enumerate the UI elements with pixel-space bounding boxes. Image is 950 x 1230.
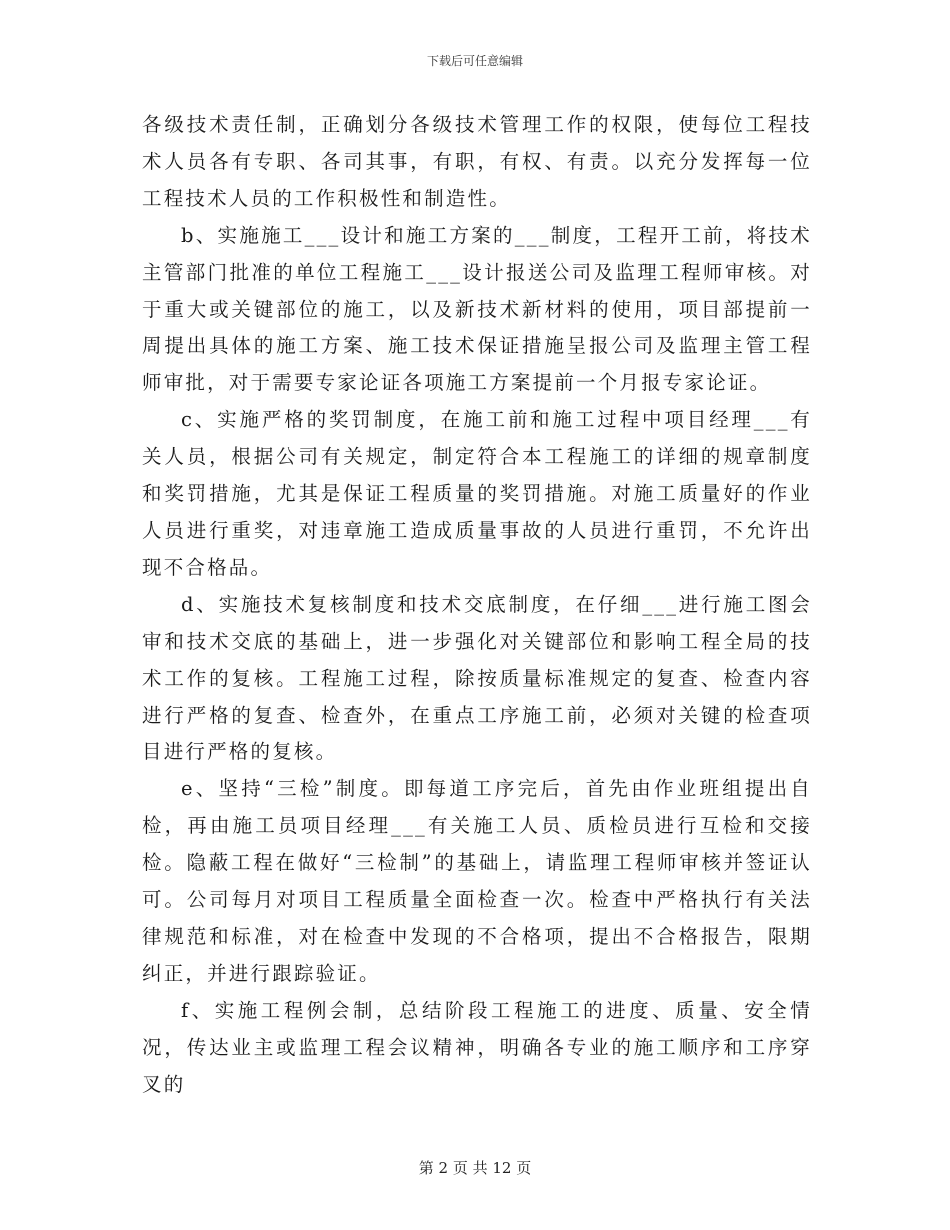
- page-header: 下载后可任意编辑: [426, 54, 523, 68]
- paragraph-f: f、实施工程例会制，总结阶段工程施工的进度、质量、安全情况，传达业主或监理工程会议精神，明确各专业的施工顺序和工序穿叉的: [142, 998, 812, 1096]
- paragraph-b: b、实施施工___设计和施工方案的___制度，工程开工前，将技术主管部门批准的单位工程施工___设计报送公司及监理工程师审核。对于重大或关键部位的施工，以及新技术新材料的使用，项目部提前一周提出具体的施工方案、施工技术保证措施呈报公司及监理主管工程师审批，对于需要专家论证各项施工方案提前一个月报专家论证。: [142, 223, 812, 395]
- document-body: [142, 107, 812, 1103]
- paragraph-continuation: 各级技术责任制，正确划分各级技术管理工作的权限，使每位工程技术人员各有专职、各司其事，有职，有权、有责。以充分发挥每一位工程技术人员的工作积极性和制造性。: [142, 113, 812, 210]
- paragraph-c: c、实施严格的奖罚制度，在施工前和施工过程中项目经理___有关人员，根据公司有关规定，制定符合本工程施工的详细的规章制度和奖罚措施，尤其是保证工程质量的奖罚措施。对施工质量好的作业人员进行重奖，对违章施工造成质量事故的人员进行重罚，不允许出现不合格品。: [142, 408, 812, 579]
- paragraph-d: d、实施技术复核制度和技术交底制度，在仔细___进行施工图会审和技术交底的基础上，进一步强化对关键部位和影响工程全局的技术工作的复核。工程施工过程，除按质量标准规定的复查、检查内容进行严格的复查、检查外，在重点工序施工前，必须对关键的检查项目进行严格的复核。: [142, 592, 812, 764]
- page-number-footer: 第 2 页 共 12 页: [418, 1159, 532, 1177]
- paragraph-e: e、坚持“三检”制度。即每道工序完后，首先由作业班组提出自检，再由施工员项目经理___有关施工人员、质检员进行互检和交接检。隐蔽工程在做好“三检制”的基础上，请监理工程师审核并签证认可。公司每月对项目工程质量全面检查一次。检查中严格执行有关法律规范和标准，对在检查中发现的不合格项，提出不合格报告，限期纠正，并进行跟踪验证。: [142, 777, 812, 985]
